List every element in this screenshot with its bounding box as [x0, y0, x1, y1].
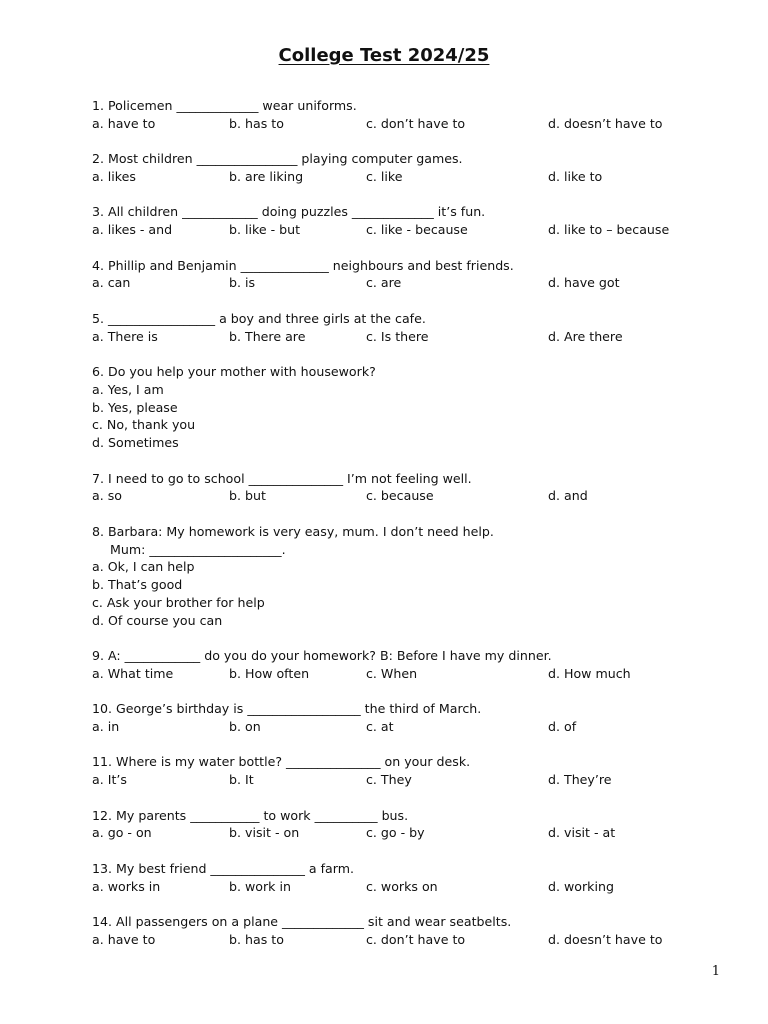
question-text: 4. Phillip and Benjamin ______________ neighbours and best friends.: [92, 257, 514, 273]
option-b[interactable]: b. That’s good: [92, 577, 183, 593]
option-c[interactable]: c. are: [366, 275, 402, 291]
question-text-continued: Mum: _____________________.: [110, 541, 286, 557]
page-number: 1: [711, 964, 720, 979]
option-d[interactable]: d. They’re: [548, 772, 612, 788]
option-a[interactable]: a. likes - and: [92, 222, 173, 238]
option-d[interactable]: d. like to: [548, 168, 603, 184]
option-a[interactable]: a. so: [92, 488, 122, 504]
option-b[interactable]: b. has to: [229, 115, 284, 131]
option-d[interactable]: d. of: [548, 719, 577, 735]
option-d[interactable]: d. Sometimes: [92, 435, 179, 451]
option-c[interactable]: c. No, thank you: [92, 417, 196, 433]
option-a[interactable]: a. What time: [92, 665, 174, 681]
option-d[interactable]: d. have got: [548, 275, 620, 291]
option-a[interactable]: a. There is: [92, 328, 158, 344]
option-d[interactable]: d. visit - at: [548, 825, 616, 841]
option-a[interactable]: a. Ok, I can help: [92, 559, 195, 575]
options-row: [92, 718, 732, 736]
question-text: 6. Do you help your mother with housework?: [92, 363, 376, 379]
question-2: [92, 150, 732, 186]
options-row: [92, 274, 732, 292]
question-3: [92, 203, 732, 239]
option-b[interactable]: b. There are: [229, 328, 306, 344]
question-9: [92, 647, 732, 683]
option-b[interactable]: b. are liking: [229, 168, 304, 184]
question-7: [92, 470, 732, 506]
question-text: 1. Policemen _____________ wear uniforms.: [92, 98, 357, 113]
option-c[interactable]: c. Ask your brother for help: [92, 594, 265, 610]
option-b[interactable]: b. visit - on: [229, 825, 300, 841]
question-text: 11. Where is my water bottle? _______________ on your desk.: [92, 754, 471, 770]
question-5: [92, 310, 732, 346]
options-row: [92, 328, 732, 346]
option-a[interactable]: a. in: [92, 719, 120, 735]
option-c[interactable]: c. at: [366, 719, 394, 735]
question-text: 3. All children ____________ doing puzzles _____________ it’s fun.: [92, 204, 486, 220]
question-8: [92, 523, 732, 630]
question-1: [92, 97, 732, 133]
question-10: [92, 700, 732, 736]
option-a[interactable]: a. have to: [92, 931, 156, 947]
question-text: 5. _________________ a boy and three girls at the cafe.: [92, 310, 426, 326]
question-14: [92, 913, 732, 949]
option-c[interactable]: c. don’t have to: [366, 931, 466, 947]
options-row: [92, 878, 732, 896]
option-c[interactable]: c. works on: [366, 878, 438, 894]
question-text: 9. A: ____________ do you do your homework? B: Before I have my dinner.: [92, 648, 552, 664]
option-b[interactable]: b. How often: [229, 665, 310, 681]
option-a[interactable]: a. can: [92, 275, 131, 291]
option-a[interactable]: a. Yes, I am: [92, 381, 164, 397]
question-6: [92, 363, 732, 452]
options-row: [92, 931, 732, 949]
option-a[interactable]: a. It’s: [92, 772, 127, 788]
option-d[interactable]: d. doesn’t have to: [548, 931, 663, 947]
option-b[interactable]: b. on: [229, 719, 261, 735]
option-b[interactable]: b. work in: [229, 878, 291, 894]
option-d[interactable]: d. Of course you can: [92, 612, 223, 628]
option-b[interactable]: b. is: [229, 275, 256, 291]
options-row: [92, 115, 732, 133]
option-b[interactable]: b. like - but: [229, 222, 301, 238]
option-b[interactable]: b. but: [229, 488, 266, 504]
option-d[interactable]: d. doesn’t have to: [548, 115, 663, 131]
option-c[interactable]: c. Is there: [366, 328, 429, 344]
option-a[interactable]: a. go - on: [92, 825, 152, 841]
option-d[interactable]: d. and: [548, 488, 588, 504]
question-text: 10. George’s birthday is __________________ the third of March.: [92, 701, 482, 717]
options-row: [92, 824, 732, 842]
question-text: 8. Barbara: My homework is very easy, mum. I don’t need help.: [92, 523, 494, 539]
question-11: [92, 753, 732, 789]
options-row: [92, 665, 732, 683]
question-12: [92, 807, 732, 843]
question-13: [92, 860, 732, 896]
option-b[interactable]: b. Yes, please: [92, 399, 178, 415]
option-c[interactable]: c. because: [366, 488, 434, 504]
option-c[interactable]: c. don’t have to: [366, 115, 466, 131]
options-row: [92, 221, 732, 239]
question-list: [92, 97, 732, 966]
page-title: College Test 2024/25: [278, 45, 490, 66]
option-c[interactable]: c. When: [366, 665, 418, 681]
options-row: [92, 771, 732, 789]
question-text: 13. My best friend _______________ a farm.: [92, 860, 354, 876]
option-b[interactable]: b. It: [229, 772, 254, 788]
question-text: 12. My parents ___________ to work __________ bus.: [92, 807, 409, 823]
option-c[interactable]: c. like: [366, 168, 403, 184]
option-c[interactable]: c. like - because: [366, 222, 468, 238]
option-d[interactable]: d. like to – because: [548, 222, 670, 238]
option-d[interactable]: d. Are there: [548, 328, 623, 344]
question-4: [92, 257, 732, 293]
question-text: 14. All passengers on a plane _____________ sit and wear seatbelts.: [92, 914, 512, 930]
option-a[interactable]: a. likes: [92, 168, 136, 184]
options-row: [92, 487, 732, 505]
question-text: 2. Most children ________________ playing computer games.: [92, 151, 463, 167]
option-a[interactable]: a. works in: [92, 878, 161, 894]
option-b[interactable]: b. has to: [229, 931, 284, 947]
option-a[interactable]: a. have to: [92, 115, 156, 131]
option-d[interactable]: d. How much: [548, 665, 631, 681]
options-row: [92, 168, 732, 186]
option-d[interactable]: d. working: [548, 878, 614, 894]
option-c[interactable]: c. They: [366, 772, 412, 788]
question-text: 7. I need to go to school _______________ I’m not feeling well.: [92, 470, 472, 486]
option-c[interactable]: c. go - by: [366, 825, 425, 841]
